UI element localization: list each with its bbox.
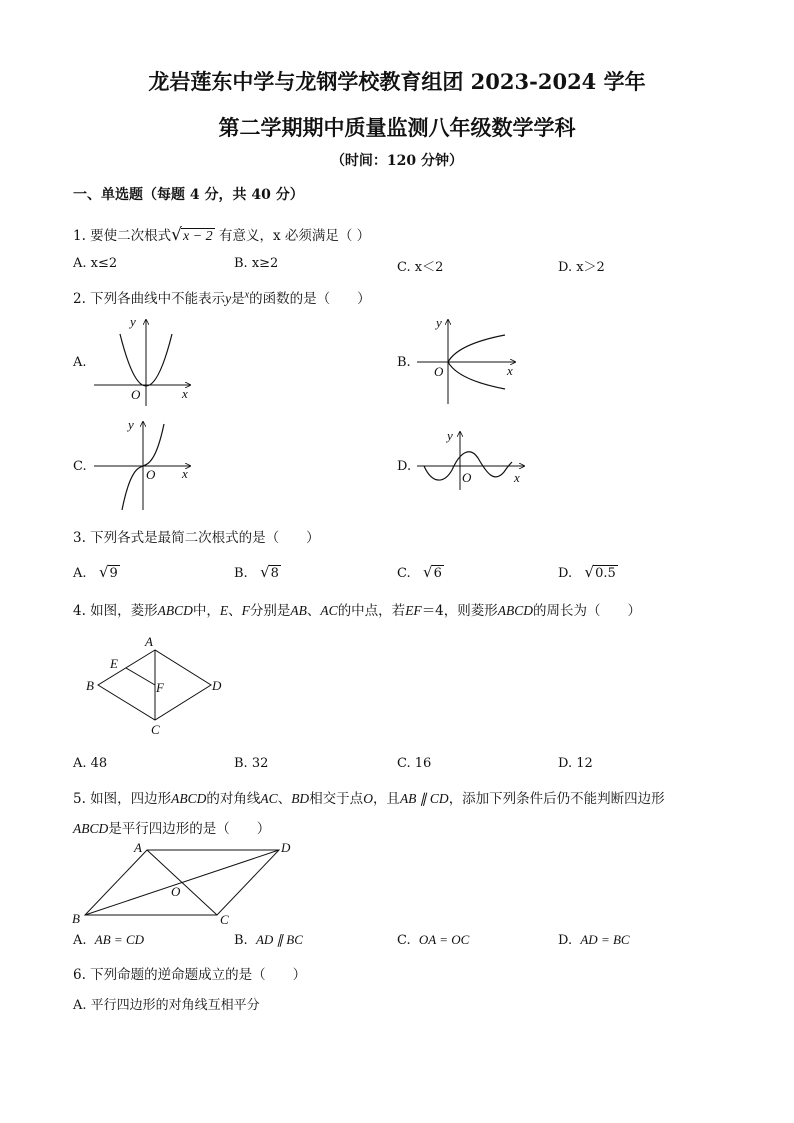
- q4-f: F: [241, 603, 250, 618]
- q1-option-b: B. x≥2: [234, 256, 279, 271]
- q5-text-3: 相交于点: [309, 791, 364, 807]
- graph-a-origin: O: [131, 387, 141, 402]
- q5-abcd: ABCD: [171, 791, 207, 806]
- q4-sep2: 、: [306, 603, 321, 619]
- q3-option-a-radicand: 9: [109, 566, 118, 581]
- diagonal-bd-q5: [85, 850, 279, 915]
- radical-sign: √: [171, 225, 183, 245]
- q5-o: O: [363, 791, 373, 806]
- graph-d-y-label: y: [447, 428, 453, 443]
- q3-option-c-radicand: 6: [433, 566, 442, 581]
- graph-c-x-label: x: [182, 466, 188, 481]
- q5-text-2: 的对角线: [206, 791, 261, 807]
- graph-b-x-label: x: [507, 363, 513, 378]
- q3-option-c-letter: C.: [397, 566, 411, 581]
- graph-c: [94, 417, 190, 510]
- q5-option-c: [397, 932, 469, 948]
- q3-option-b-radicand: 8: [270, 566, 279, 581]
- q5-option-a-letter: A.: [73, 933, 87, 948]
- q4-ac: AC: [320, 603, 338, 618]
- q3-option-b-letter: B.: [234, 566, 248, 581]
- label-d-q5: D: [281, 840, 291, 855]
- q1-option-c: C. x＜2: [397, 260, 444, 275]
- q4-text-6: 的周长为（ ）: [533, 603, 642, 619]
- exam-title-line2: 第二学期期中质量监测八年级数学学科: [218, 115, 576, 140]
- q5-option-b-letter: B.: [234, 933, 248, 948]
- q2-var-y: y: [225, 291, 232, 306]
- graph-b-y-label: y: [436, 315, 442, 330]
- label-f: F: [156, 680, 164, 695]
- q3-option-d: [558, 563, 618, 581]
- q2-text-1: 2. 下列各曲线中不能表示: [73, 291, 226, 307]
- segment-ef: [126, 668, 155, 685]
- q1-suffix: 有意义，x 必须满足（ ）: [218, 228, 371, 244]
- label-o-q5: O: [171, 884, 181, 899]
- q5-ac: AC: [260, 791, 278, 806]
- label-b-q5: B: [72, 911, 80, 926]
- q4-e: E: [219, 603, 229, 618]
- radical-sign: √: [584, 563, 595, 581]
- q5-abcd2: ABCD: [73, 821, 109, 836]
- q5-option-d-letter: D.: [558, 933, 573, 948]
- q4-abcd2: ABCD: [497, 603, 534, 618]
- q5-text-6: 是平行四边形的是（ ）: [108, 821, 271, 837]
- q3-option-c: [397, 563, 444, 581]
- graph-d-origin: O: [462, 470, 472, 485]
- question-6: 6. 下列命题的逆命题成立的是（ ）: [73, 967, 307, 983]
- q4-option-b: B. 32: [234, 756, 269, 771]
- label-e: E: [110, 656, 118, 671]
- graph-a-x-label: x: [182, 386, 188, 401]
- q5-bd: BD: [291, 791, 310, 806]
- graph-a-y-label: y: [130, 314, 136, 329]
- q4-option-c: C. 16: [397, 756, 432, 771]
- q6-option-a: A. 平行四边形的对角线互相平分: [73, 998, 260, 1013]
- q2-label-b: B.: [397, 355, 411, 370]
- graph-c-y-label: y: [128, 417, 134, 432]
- q5-sep: 、: [277, 791, 292, 807]
- q4-abcd: ABCD: [157, 603, 193, 618]
- graph-c-origin: O: [146, 467, 156, 482]
- q3-option-b: [234, 563, 281, 581]
- q4-text-4: 的中点，若: [337, 603, 406, 619]
- q4-ab: AB: [290, 603, 307, 618]
- q4-text-2: 中，: [192, 603, 220, 619]
- question-5-line2: [73, 817, 270, 837]
- radical-sign: √: [98, 563, 109, 581]
- q5-option-c-expr: OA = OC: [418, 932, 470, 947]
- q4-text-5: ＝4，则菱形: [421, 603, 498, 619]
- question-4: [73, 599, 641, 619]
- q5-quadrilateral-figure: [72, 840, 291, 927]
- q4-option-a: A. 48: [73, 756, 108, 771]
- q3-option-a-letter: A.: [73, 566, 87, 581]
- q5-condition: AB ∥ CD: [399, 791, 449, 806]
- q1-option-a: A. x≤2: [73, 256, 118, 271]
- q4-rhombus-figure: [86, 634, 222, 737]
- q3-option-d-radicand: 0.5: [595, 566, 616, 581]
- q4-text-1: 4. 如图，菱形: [73, 603, 158, 619]
- q2-label-d: D.: [397, 459, 412, 474]
- label-d: D: [212, 678, 222, 693]
- q5-option-c-letter: C.: [397, 933, 411, 948]
- radical-sign: √: [260, 563, 270, 581]
- q3-option-d-letter: D.: [558, 566, 573, 581]
- graph-d: [417, 428, 524, 490]
- exam-title-line1: 龙岩莲东中学与龙钢学校教育组团 2023-2024 学年: [148, 69, 646, 94]
- q2-label-c: C.: [73, 459, 87, 474]
- question-3: 3. 下列各式是最简二次根式的是（ ）: [73, 530, 320, 546]
- q5-option-d: [558, 932, 630, 948]
- q5-text-4: ，且: [372, 791, 400, 807]
- label-c-q5: C: [220, 912, 229, 927]
- q4-text-3: 分别是: [249, 603, 291, 619]
- q4-ef: EF: [405, 603, 422, 618]
- label-c: C: [151, 722, 160, 737]
- q4-sep: 、: [228, 603, 242, 619]
- graph-a: [94, 314, 190, 406]
- section-heading: 一、单选题（每题 4 分，共 40 分）: [73, 187, 304, 203]
- q1-prefix: 1. 要使二次根式: [73, 228, 172, 244]
- q5-text-1: 5. 如图，四边形: [73, 791, 172, 807]
- q5-option-b: [234, 932, 303, 948]
- q5-option-a-expr: AB = CD: [94, 932, 145, 947]
- q1-option-d: D. x＞2: [558, 260, 605, 275]
- q2-label-a: A.: [73, 355, 87, 370]
- question-5-line1: [73, 787, 665, 807]
- q1-radicand: x − 2: [183, 229, 213, 244]
- q2-text-2: 是: [231, 291, 245, 307]
- label-a-q5: A: [134, 840, 142, 855]
- q2-var-x: x: [244, 289, 250, 301]
- q5-text-5: ，添加下列条件后仍不能判断四边形: [448, 791, 665, 807]
- q3-option-a: [73, 563, 120, 581]
- q5-option-b-expr: AD ∥ BC: [255, 932, 303, 947]
- q5-option-d-expr: AD = BC: [580, 932, 630, 947]
- graph-d-x-label: x: [514, 470, 520, 485]
- q5-option-a: [73, 932, 144, 948]
- label-a: A: [145, 634, 153, 649]
- q2-text-3: 的函数的是（ ）: [249, 291, 371, 307]
- graph-b-origin: O: [434, 364, 444, 379]
- graph-b: [417, 315, 515, 404]
- q4-option-d: D. 12: [558, 756, 593, 771]
- label-b: B: [86, 678, 94, 693]
- radical-sign: √: [423, 563, 433, 581]
- exam-time-note: （时间：120 分钟）: [330, 153, 464, 169]
